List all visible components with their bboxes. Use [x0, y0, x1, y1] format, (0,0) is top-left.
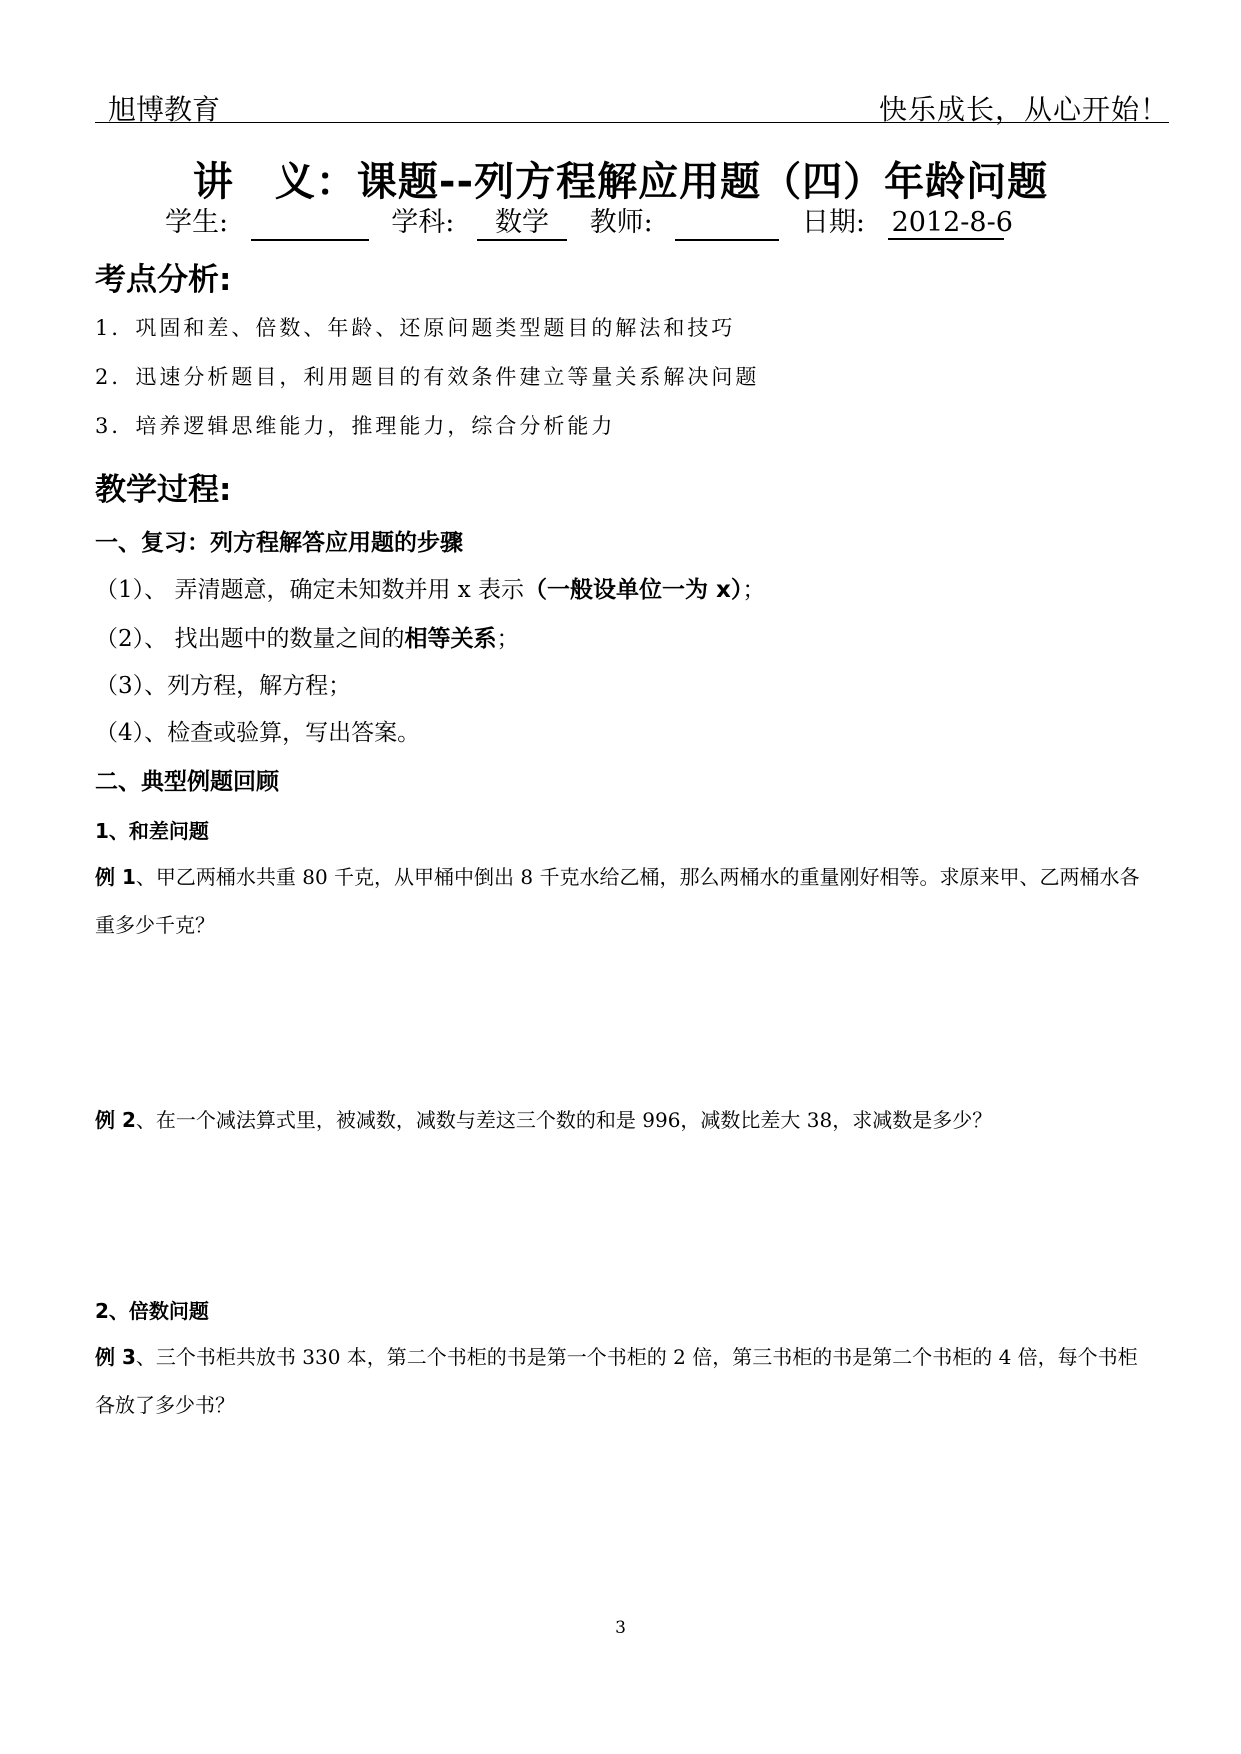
subject-label: 学科:: [391, 207, 455, 238]
student-label: 学生:: [165, 207, 229, 238]
meta-row: [165, 200, 1013, 241]
step-text: （4）、检查或验算，写出答案。: [95, 720, 421, 746]
focus-item: 1．巩固和差、倍数、年龄、还原问题类型题目的解法和技巧: [95, 316, 736, 340]
student-blank: [251, 211, 369, 241]
category-heading: 1、和差问题: [95, 819, 209, 843]
step-text: （3）、列方程，解方程；: [95, 673, 352, 699]
date-value: 2012-8-6: [888, 207, 1004, 240]
review-step: [95, 571, 765, 604]
step-tail: ；: [742, 577, 766, 603]
step-tail: ；: [496, 626, 520, 652]
step-text: （1）、 弄清题意，确定未知数并用 x 表示: [95, 577, 525, 603]
examples-heading: 二、典型例题回顾: [95, 769, 279, 795]
focus-item: 3．培养逻辑思维能力，推理能力，综合分析能力: [95, 414, 616, 438]
example-problem: [95, 1096, 1155, 1144]
header-slogan: 快乐成长，从心开始！: [878, 93, 1169, 126]
teacher-blank: [675, 211, 779, 241]
document-title: 讲 义：课题--列方程解应用题（四）年龄问题: [192, 159, 1049, 205]
teacher-label: 教师:: [589, 207, 653, 238]
step-emphasis: 相等关系: [404, 626, 497, 652]
category-heading: 2、倍数问题: [95, 1299, 209, 1323]
example-text: 、三个书柜共放书 330 本，第二个书柜的书是第一个书柜的 2 倍，第三书柜的书是第二个书柜的 4 倍，每个书柜各放了多少书？: [95, 1345, 1138, 1417]
example-problem: [95, 1333, 1155, 1429]
review-step: [95, 667, 351, 700]
example-label: 例 1: [95, 865, 136, 889]
focus-heading: 考点分析:: [95, 262, 232, 298]
step-text: （2）、 找出题中的数量之间的: [95, 626, 405, 652]
review-step: [95, 714, 420, 747]
review-heading: 一、复习：列方程解答应用题的步骤: [95, 530, 463, 556]
example-text: 、甲乙两桶水共重 80 千克，从甲桶中倒出 8 千克水给乙桶，那么两桶水的重量刚好相等。求原来甲、乙两桶水各重多少千克？: [95, 865, 1140, 937]
review-step: [95, 620, 519, 653]
date-label: 日期:: [801, 207, 865, 238]
focus-item: 2．迅速分析题目，利用题目的有效条件建立等量关系解决问题: [95, 365, 760, 389]
header-org-name: 旭博教育: [108, 93, 221, 126]
example-text: 、在一个减法算式里，被减数，减数与差这三个数的和是 996，减数比差大 38，求减数是多少？: [135, 1108, 993, 1132]
example-problem: [95, 853, 1155, 949]
subject-value: 数学: [477, 200, 567, 241]
header-divider: [95, 122, 1169, 123]
example-label: 例 3: [95, 1345, 136, 1369]
process-heading: 教学过程:: [95, 472, 232, 508]
page-number: 3: [615, 1618, 626, 1638]
step-emphasis: （一般设单位一为 x）: [524, 577, 743, 603]
example-label: 例 2: [95, 1108, 136, 1132]
